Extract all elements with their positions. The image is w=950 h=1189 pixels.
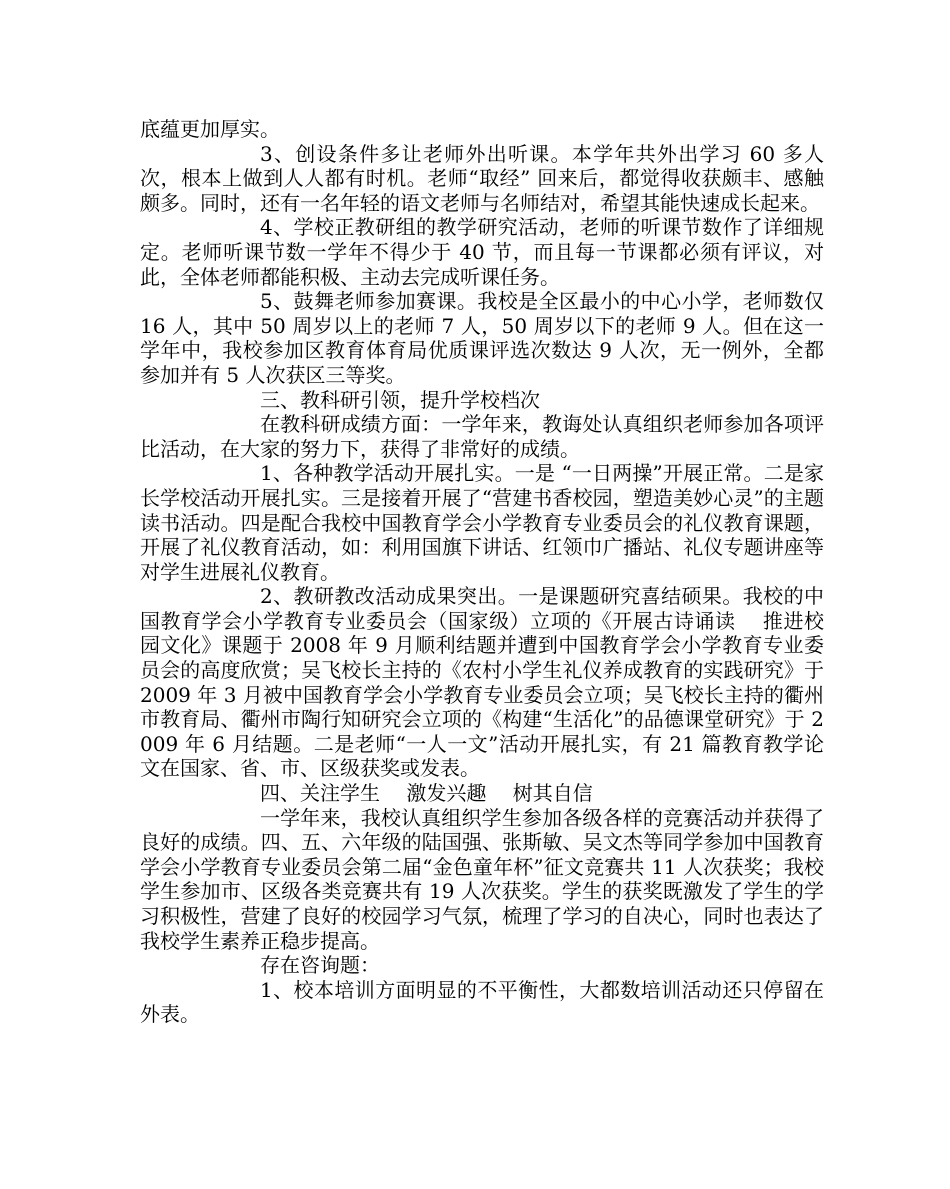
document-body: [140, 117, 824, 1027]
paragraph-research-intro: 在教科研成绩方面：一学年来，教诲处认真组织老师参加各项评比活动，在大家的努力下，获得了非常好的成绩。: [140, 412, 824, 461]
problems-heading: 存在咨询题：: [260, 953, 380, 978]
paragraph-student-awards: 一学年来，我校认真组织学生参加各级各样的竞赛活动并获得了良好的成绩。四、五、六年级的陆国强、张斯敏、吴文杰等同学参加中国教育学会小学教育专业委员会第二届“金色童年杯”征文竞赛共 11 人次获奖；我校学生参加市、区级各类竞赛共有 19 人次获奖。学生的获奖既激发了学生的学习积极性，营建了良好的校园学习气氛，梳理了学习的自决心，同时也表达了我校学生素养正稳步提高。: [140, 805, 824, 953]
paragraph-problem-1: 1、校本培训方面明显的不平衡性，大都数培训活动还只停留在外表。: [140, 977, 824, 1027]
section-heading-4: 四、关注学生 激发兴趣 树其自信: [260, 781, 593, 806]
paragraph-item-5: 5、鼓舞老师参加赛课。我校是全区最小的中心小学，老师数仅 16 人，其中 50 周岁以上的老师 7 人，50 周岁以下的老师 9 人。但在这一学年中，我校参加区教育体育局优质课评选次数达 9 人次，无一例外，全都参加并有 5 人次获区三等奖。: [140, 289, 824, 387]
paragraph-research-results: 2、教研教改活动成果突出。一是课题研究喜结硕果。我校的中国教育学会小学教育专业委员会（国家级）立项的《开展古诗诵读 推进校园文化》课题于 2008 年 9 月顺利结题并遭到中国教育学会小学教育专业委员会的高度欣赏；吴飞校长主持的《农村小学生礼仪养成教育的实践研究》于 2009 年 3 月被中国教育学会小学教育专业委员会立项；吴飞校长主持的衢州市教育局、衢州市陶行知研究会立项的《构建“生活化”的品德课堂研究》于 2009 年 6 月结题。二是老师“一人一文”活动开展扎实，有 21 篇教育教学论文在国家、省、市、区级获奖或发表。: [140, 584, 824, 781]
section-heading-3: 三、教科研引领，提升学校档次: [260, 387, 540, 412]
paragraph-continuation: 底蕴更加厚实。: [140, 117, 280, 141]
paragraph-activities: 1、各种教学活动开展扎实。一是 “一日两操”开展正常。二是家长学校活动开展扎实。三是接着开展了“营建书香校园，塑造美妙心灵”的主题读书活动。四是配合我校中国教育学会小学教育专业委员会的礼仪教育课题，开展了礼仪教育活动，如：利用国旗下讲话、红领巾广播站、礼仪专题讲座等对学生进展礼仪教育。: [140, 461, 824, 584]
paragraph-item-3: 3、创设条件多让老师外出听课。本学年共外出学习 60 多人次，根本上做到人人都有时机。老师“取经” 回来后，都觉得收获颇丰、感触颇多。同时，还有一名年轻的语文老师与名师结对，希望其能快速成长起来。: [140, 141, 824, 215]
paragraph-item-4: 4、学校正教研组的教学研究活动，老师的听课节数作了详细规定。老师听课节数一学年不得少于 40 节，而且每一节课都必须有评议，对此，全体老师都能积极、主动去完成听课任务。: [140, 215, 824, 289]
